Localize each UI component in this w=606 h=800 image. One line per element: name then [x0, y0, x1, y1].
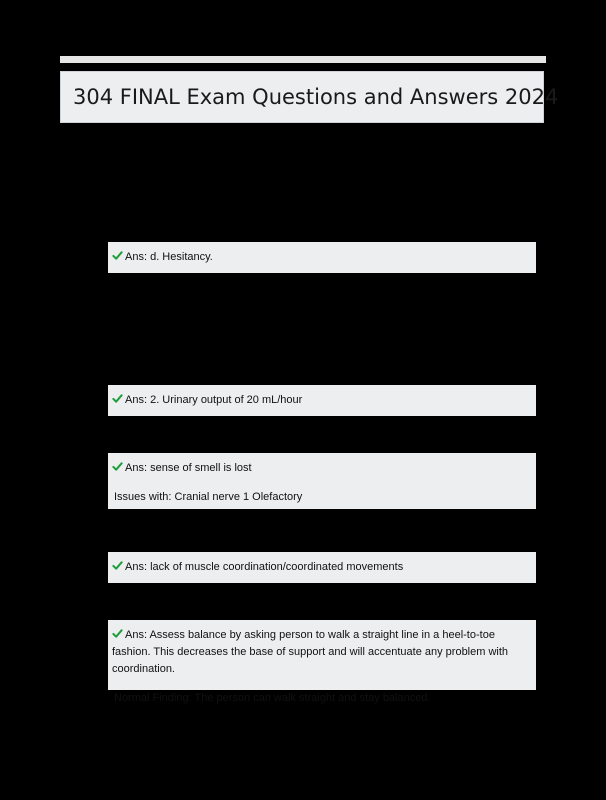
check-icon [112, 628, 123, 639]
answer-text: d. Hesitancy. [150, 251, 213, 263]
answer-box [108, 242, 536, 273]
title-box [60, 71, 559, 123]
header-rule [60, 56, 546, 63]
answer-box [108, 620, 536, 704]
answer-prefix: Ans: [125, 629, 148, 641]
page-title: 304 FINAL Exam Questions and Answers 2024 [73, 85, 559, 109]
answer-text: sense of smell is lost [150, 462, 252, 474]
answer-box [108, 453, 536, 509]
answer-note: Normal Finding: The person can walk straight and stay balanced. [114, 692, 431, 704]
answer-note: Issues with: Cranial nerve 1 Olefactory [114, 491, 303, 503]
check-icon [112, 461, 123, 472]
answer-prefix: Ans: [125, 561, 148, 573]
answer-prefix: Ans: [125, 394, 148, 406]
answer-box [108, 552, 536, 583]
answer-text: Assess balance by asking person to walk a straight line in a heel-to-toe fashion. This decreases the base of support and will accentuate any problem with coordination. [112, 629, 509, 675]
answer-prefix: Ans: [125, 251, 148, 263]
answer-prefix: Ans: [125, 462, 148, 474]
check-icon [112, 393, 123, 404]
answer-text: lack of muscle coordination/coordinated movements [150, 561, 404, 573]
answer-text: 2. Urinary output of 20 mL/hour [150, 394, 303, 406]
check-icon [112, 250, 123, 261]
answer-box [108, 385, 536, 416]
check-icon [112, 560, 123, 571]
